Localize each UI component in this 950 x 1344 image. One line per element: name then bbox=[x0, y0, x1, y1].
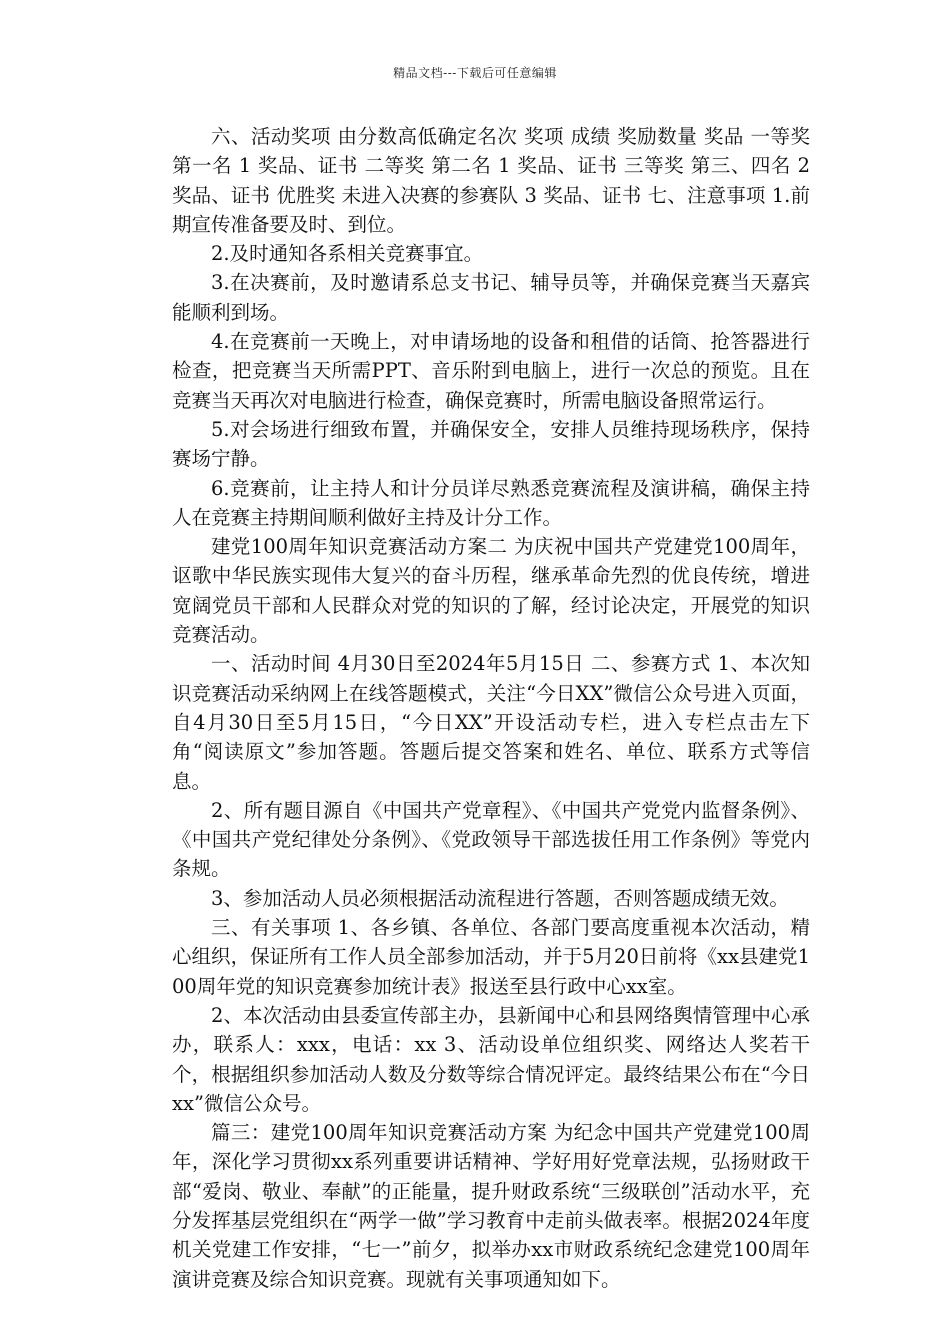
paragraph-plan-three-intro: 篇三：建党100周年知识竞赛活动方案 为纪念中国共产党建党100周年，深化学习贯彻xx系列重要讲话精神、学好用好党章法规，弘扬财政干部“爱岗、敬业、奉献”的正能量，提升财政系统“三级联创”活动水平，充分发挥基层党组织在“两学一做”学习教育中走前头做表率。根据2024年度机关党建工作安排，“七一”前夕，拟举办xx市财政系统纪念建党100周年演讲竞赛及综合知识竞赛。现就有关事项通知如下。 bbox=[172, 1121, 810, 1291]
paragraph-item-5: 5.对会场进行细致布置，并确保安全，安排人员维持现场秩序，保持赛场宁静。 bbox=[172, 417, 810, 471]
paragraph-item-6: 6.竞赛前，让主持人和计分员详尽熟悉竞赛流程及演讲稿，确保主持人在竞赛主持期间顺利做好主持及计分工作。 bbox=[172, 476, 810, 529]
paragraph-related-matters: 三、有关事项 1、各乡镇、各单位、各部门要高度重视本次活动，精心组织，保证所有工作人员全部参加活动，并于5月20日前将《xx县建党100周年党的知识竞赛参加统计表》报送至县行政中心xx室。 bbox=[172, 916, 810, 998]
document-body bbox=[172, 122, 810, 1294]
paragraph-answer-rules: 3、参加活动人员必须根据活动流程进行答题，否则答题成绩无效。 bbox=[211, 886, 789, 910]
paragraph-item-4: 4.在竞赛前一天晚上，对申请场地的设备和租借的话筒、抢答器进行检查，把竞赛当天所需PPT、音乐附到电脑上，进行一次总的预览。且在竞赛当天再次对电脑进行检查，确保竞赛时，所需电脑设备照常运行。 bbox=[172, 330, 810, 412]
paragraph-plan-two-intro: 建党100周年知识竞赛活动方案二 为庆祝中国共产党建党100周年，讴歌中华民族实现伟大复兴的奋斗历程，继承革命先烈的优良传统，增进宽阔党员干部和人民群众对党的知识的了解，经讨论决定，开展党的知识竞赛活动。 bbox=[172, 535, 810, 647]
paragraph-item-2: 2.及时通知各系相关竞赛事宜。 bbox=[211, 242, 484, 266]
paragraph-awards: 六、活动奖项 由分数高低确定名次 奖项 成绩 奖励数量 奖品 一等奖 第一名 1 奖品、证书 二等奖 第二名 1 奖品、证书 三等奖 第三、四名 2 奖品、证书 优胜奖 未进入决赛的参赛队 3 奖品、证书 七、注意事项 1.前期宣传准备要及时、到位。 bbox=[172, 125, 810, 236]
paragraph-organizer-awards: 2、本次活动由县委宣传部主办，县新闻中心和县网络舆情管理中心承办，联系人：xxx，电话：xx 3、活动设单位组织奖、网络达人奖若干个，根据组织参加活动人数及分数等综合情况评定。最终结果公布在“今日xx”微信公众号。 bbox=[172, 1003, 810, 1115]
paragraph-question-source: 2、所有题目源自《中国共产党章程》、《中国共产党党内监督条例》、《中国共产党纪律处分条例》、《党政领导干部选拔任用工作条例》等党内条规。 bbox=[172, 798, 810, 881]
page-header: 精品文档---下载后可任意编辑 bbox=[393, 66, 557, 80]
paragraph-time-and-method: 一、活动时间 4月30日至2024年5月15日 二、参赛方式 1、本次知识竞赛活动采纳网上在线答题模式，关注“今日XX”微信公众号进入页面，自4月30日至5月15日，“今日XX”开设活动专栏，进入专栏点击左下角“阅读原文”参加答题。答题后提交答案和姓名、单位、联系方式等信息。 bbox=[172, 652, 810, 793]
paragraph-item-3: 3.在决赛前，及时邀请系总支书记、辅导员等，并确保竞赛当天嘉宾能顺利到场。 bbox=[172, 271, 810, 324]
